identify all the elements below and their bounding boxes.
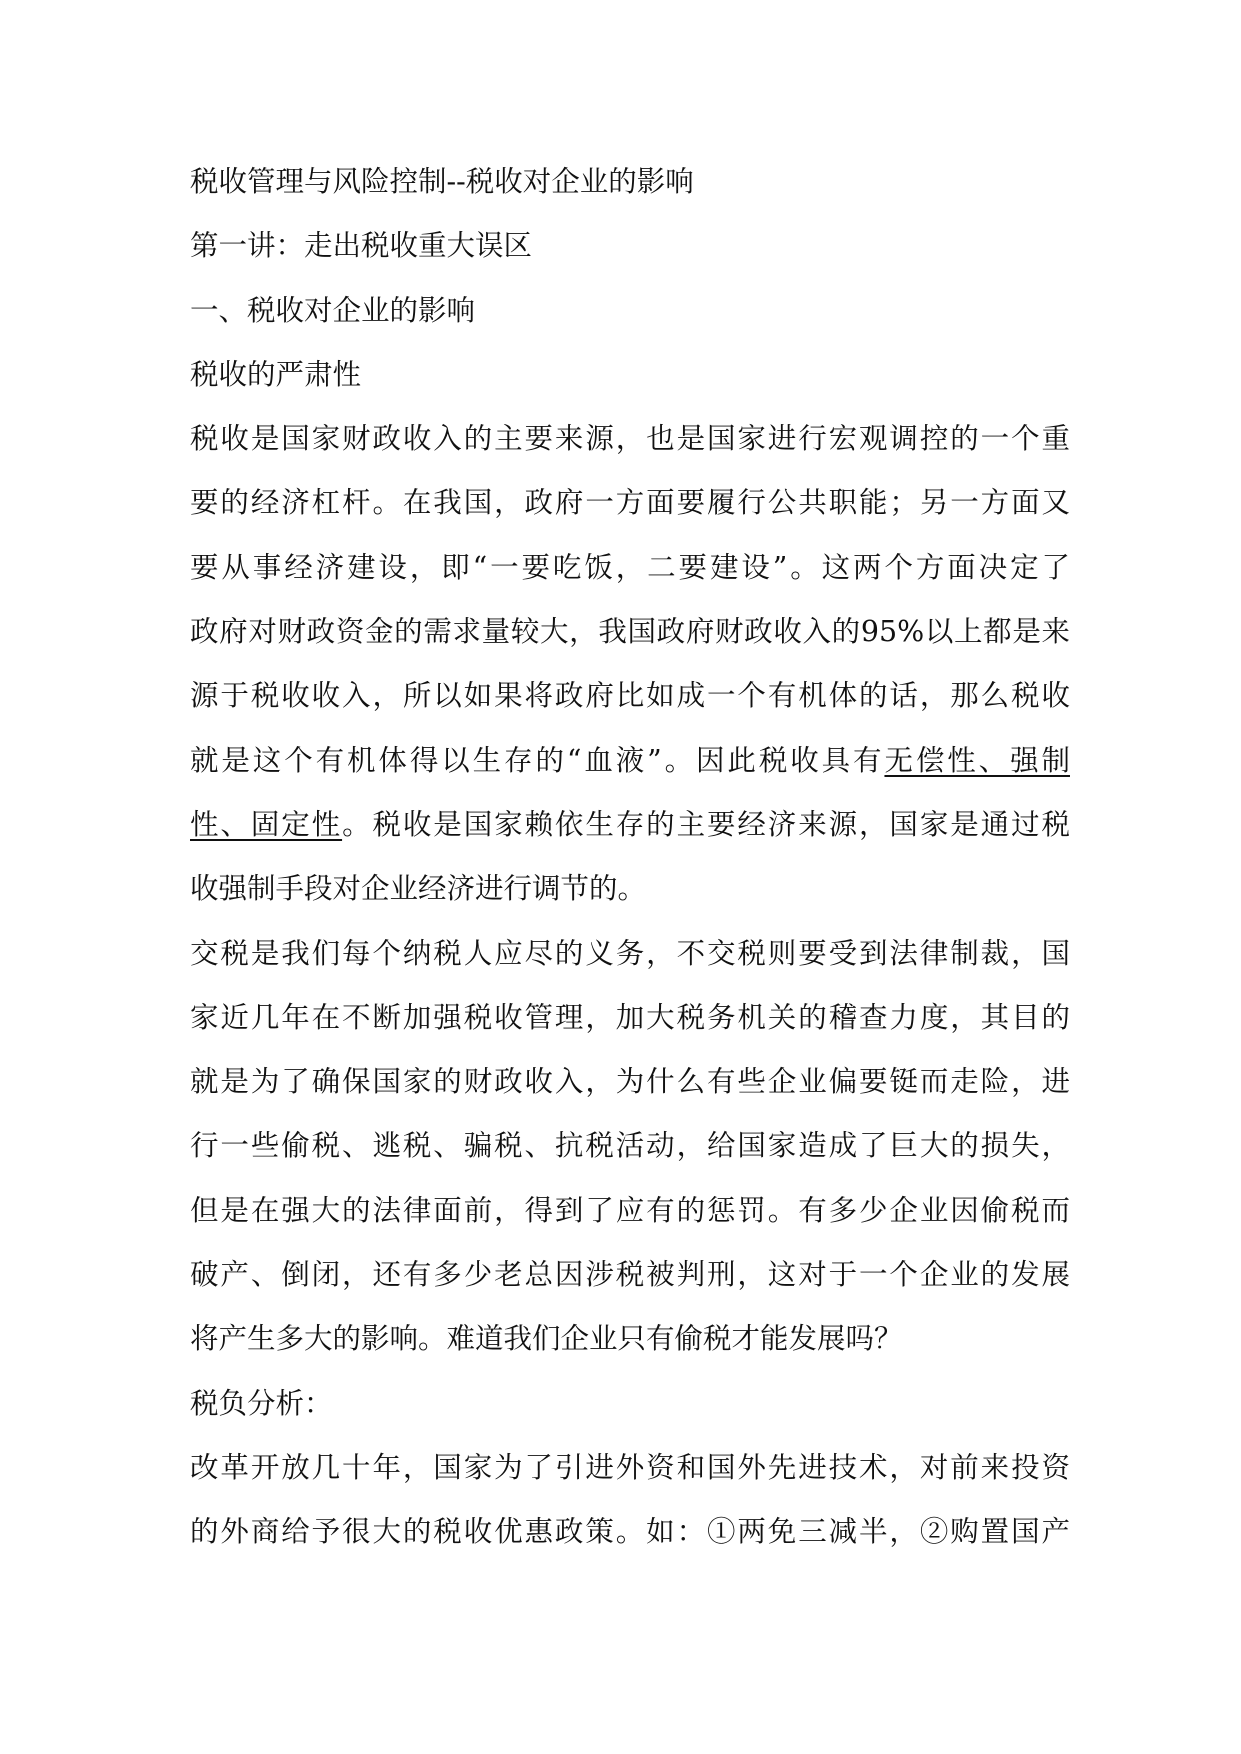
paragraph-line: [190, 729, 1070, 793]
paragraph-line: 破产、倒闭，还有多少老总因涉税被判刑，这对于一个企业的发展: [190, 1258, 1070, 1292]
paragraph-line: 政府对财政资金的需求量较大，我国政府财政收入的95%以上都是来: [190, 615, 1070, 649]
document-title: 税收管理与风险控制--税收对企业的影响: [190, 165, 694, 198]
paragraph-line: 要的经济杠杆。在我国，政府一方面要履行公共职能；另一方面又: [190, 486, 1070, 520]
paragraph-line: 交税是我们每个纳税人应尽的义务，不交税则要受到法律制裁，国: [190, 936, 1070, 970]
paragraph-line: 行一些偷税、逃税、骗税、抗税活动，给国家造成了巨大的损失，: [190, 1129, 1070, 1163]
subheading-tax-burden: 税负分析：: [190, 1386, 333, 1420]
paragraph-line: [190, 793, 1070, 857]
subheading-seriousness: 税收的严肃性: [190, 357, 362, 391]
paragraph-line: 家近几年在不断加强税收管理，加大税务机关的稽查力度，其目的: [190, 1000, 1070, 1034]
paragraph-line: 改革开放几十年，国家为了引进外资和国外先进技术，对前来投资: [190, 1450, 1070, 1484]
document-page: [190, 150, 1070, 1565]
paragraph-line: 将产生多大的影响。难道我们企业只有偷税才能发展吗？: [190, 1322, 903, 1356]
paragraph-line: 源于税收收入，所以如果将政府比如成一个有机体的话，那么税收: [190, 679, 1070, 713]
paragraph-text: 就是这个有机体得以生存的“血液”。因此税收具有: [190, 743, 885, 777]
underlined-text: 无偿性、强制: [884, 743, 1070, 777]
paragraph-line: 税收是国家财政收入的主要来源，也是国家进行宏观调控的一个重: [190, 422, 1070, 456]
paragraph-line: 要从事经济建设，即“一要吃饭，二要建设”。这两个方面决定了: [190, 550, 1070, 584]
lecture-heading: 第一讲：走出税收重大误区: [190, 229, 533, 263]
paragraph-line: 但是在强大的法律面前，得到了应有的惩罚。有多少企业因偷税而: [190, 1193, 1070, 1227]
section-heading: 一、税收对企业的影响: [190, 293, 476, 327]
underlined-text: 性、固定性: [190, 807, 343, 841]
paragraph-line: 的外商给予很大的税收优惠政策。如：①两免三减半，②购置国产: [190, 1515, 1070, 1549]
paragraph-line: 收强制手段对企业经济进行调节的。: [190, 872, 647, 906]
paragraph-line: 就是为了确保国家的财政收入，为什么有些企业偏要铤而走险，进: [190, 1065, 1070, 1099]
paragraph-text: 。税收是国家赖依生存的主要经济来源，国家是通过税: [342, 807, 1070, 841]
